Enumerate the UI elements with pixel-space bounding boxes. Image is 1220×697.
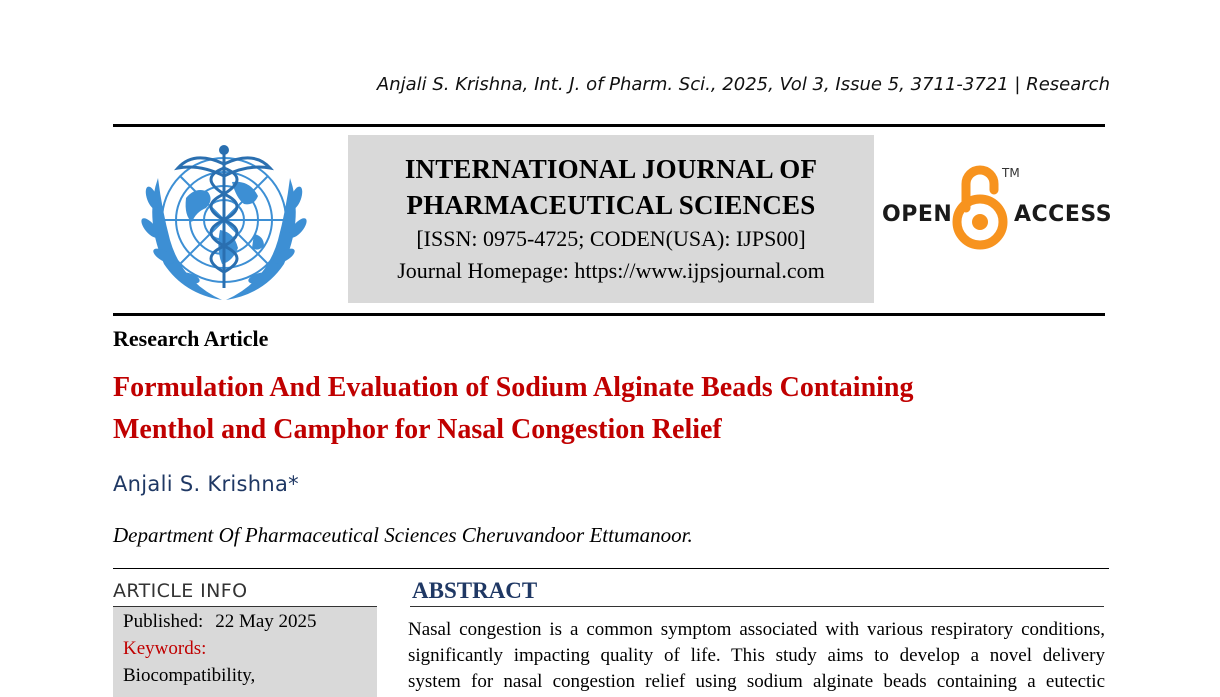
keyword-item: Biocompatibility, bbox=[123, 665, 256, 686]
open-access-logo bbox=[880, 162, 1113, 254]
author-affiliation: Department Of Pharmaceutical Sciences Cheruvandoor Ettumanoor. bbox=[113, 523, 693, 547]
journal-masthead bbox=[348, 135, 874, 303]
abstract-text bbox=[408, 617, 1105, 695]
published-date: 22 May 2025 bbox=[215, 611, 317, 632]
article-title bbox=[113, 367, 1103, 451]
abstract-line: system for nasal congestion relief using sodium alginate beads containing a eutectic bbox=[408, 671, 1105, 692]
journal-title-line-1: INTERNATIONAL JOURNAL OF bbox=[404, 154, 818, 184]
abstract-heading: ABSTRACT bbox=[412, 578, 538, 603]
author-name[interactable]: Anjali S. Krishna* bbox=[113, 472, 299, 496]
section-divider bbox=[113, 568, 1109, 569]
keywords-label: Keywords: bbox=[123, 638, 207, 659]
abstract-line: Nasal congestion is a common symptom associated with various respiratory conditions, bbox=[408, 619, 1105, 640]
header-rule-bottom bbox=[113, 313, 1105, 316]
abstract-rule bbox=[410, 606, 1104, 607]
article-title-line-2: Menthol and Camphor for Nasal Congestion Relief bbox=[113, 414, 722, 445]
article-info-box bbox=[113, 607, 377, 697]
article-type: Research Article bbox=[113, 326, 269, 351]
published-row bbox=[123, 611, 317, 633]
journal-homepage-link[interactable]: Journal Homepage: https://www.ijpsjournal.com bbox=[397, 258, 825, 283]
article-title-line-1: Formulation And Evaluation of Sodium Alginate Beads Containing bbox=[113, 372, 914, 403]
abstract-line: significantly impacting quality of life. This study aims to develop a novel delivery bbox=[408, 645, 1105, 666]
trademark-symbol: TM bbox=[1002, 166, 1020, 180]
article-info-heading: ARTICLE INFO bbox=[113, 580, 248, 602]
open-access-word-access: ACCESS bbox=[1014, 202, 1113, 227]
published-label: Published: bbox=[123, 611, 204, 632]
journal-logo-icon bbox=[124, 138, 324, 308]
issn-line: [ISSN: 0975-4725; CODEN(USA): IJPS00] bbox=[416, 226, 806, 251]
header-rule-top bbox=[113, 124, 1105, 127]
journal-title bbox=[348, 151, 874, 223]
running-head: Anjali S. Krishna, Int. J. of Pharm. Sci., 2025, Vol 3, Issue 5, 3711-3721 | Research bbox=[376, 74, 1110, 95]
journal-title-line-2: PHARMACEUTICAL SCIENCES bbox=[406, 190, 816, 220]
open-access-word-open: OPEN bbox=[882, 202, 953, 227]
open-access-lock-icon bbox=[952, 164, 1008, 250]
